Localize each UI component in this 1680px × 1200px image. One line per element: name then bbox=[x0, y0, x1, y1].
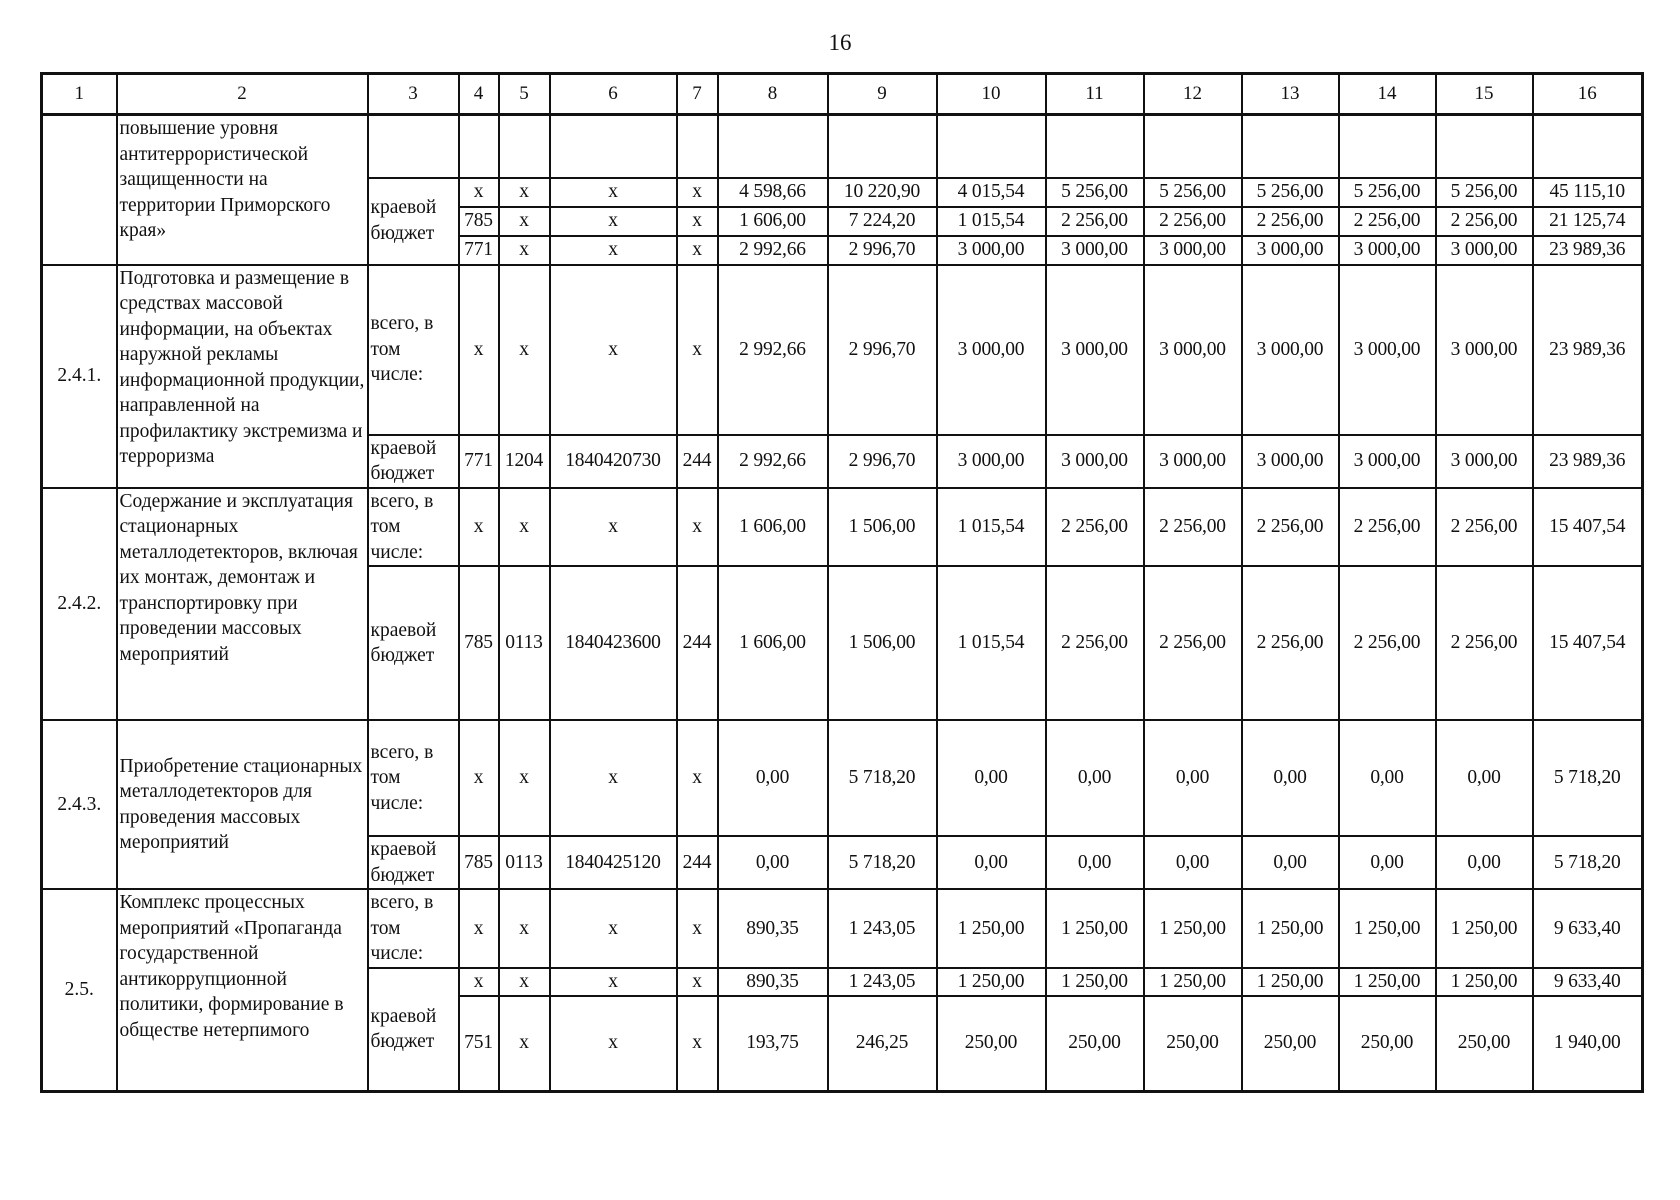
cell: 23 989,36 bbox=[1533, 236, 1643, 265]
cell: 3 000,00 bbox=[1242, 236, 1339, 265]
cell: 3 000,00 bbox=[1242, 435, 1339, 488]
cell: 2 256,00 bbox=[1436, 566, 1533, 720]
cell: 785 bbox=[459, 836, 499, 889]
cell: 1 015,54 bbox=[937, 566, 1046, 720]
cell: 5 256,00 bbox=[1046, 178, 1144, 207]
col-header: 5 bbox=[499, 74, 550, 115]
activity-description: Комплекс процессных мероприятий «Пропаганда государственной антикоррупционной политики, формирование в обществе нетерпимого bbox=[117, 889, 368, 1091]
cell: 4 015,54 bbox=[937, 178, 1046, 207]
cell: x bbox=[677, 178, 718, 207]
funding-source: всего, в том числе: bbox=[368, 889, 459, 968]
cell: 1 606,00 bbox=[718, 566, 828, 720]
cell: x bbox=[499, 488, 550, 567]
cell: x bbox=[459, 488, 499, 567]
cell: 2 256,00 bbox=[1242, 207, 1339, 236]
col-header: 3 bbox=[368, 74, 459, 115]
cell: 5 718,20 bbox=[1533, 836, 1643, 889]
cell: 2 256,00 bbox=[1144, 207, 1242, 236]
cell: 1 506,00 bbox=[828, 566, 937, 720]
empty-cell bbox=[1046, 115, 1144, 178]
cell: x bbox=[550, 178, 677, 207]
cell: 1 250,00 bbox=[1339, 889, 1436, 968]
cell: 2 992,66 bbox=[718, 435, 828, 488]
cell: 0,00 bbox=[1436, 836, 1533, 889]
cell: 21 125,74 bbox=[1533, 207, 1643, 236]
cell: 3 000,00 bbox=[1242, 265, 1339, 435]
empty-cell bbox=[1242, 115, 1339, 178]
cell: 5 718,20 bbox=[828, 720, 937, 836]
cell: 771 bbox=[459, 236, 499, 265]
cell: 2 256,00 bbox=[1242, 566, 1339, 720]
budget-table bbox=[40, 72, 1644, 1093]
col-header: 16 bbox=[1533, 74, 1643, 115]
cell: 751 bbox=[459, 996, 499, 1092]
cell: x bbox=[550, 968, 677, 996]
col-header: 15 bbox=[1436, 74, 1533, 115]
cell: 1 250,00 bbox=[1242, 968, 1339, 996]
cell: 5 256,00 bbox=[1436, 178, 1533, 207]
col-header: 14 bbox=[1339, 74, 1436, 115]
cell: 1 243,05 bbox=[828, 889, 937, 968]
cell: 0,00 bbox=[1339, 836, 1436, 889]
cell: 1 015,54 bbox=[937, 207, 1046, 236]
row-number: 2.4.3. bbox=[42, 720, 117, 889]
empty-cell bbox=[1339, 115, 1436, 178]
cell: 0,00 bbox=[1144, 836, 1242, 889]
cell: x bbox=[459, 265, 499, 435]
cell: 1 015,54 bbox=[937, 488, 1046, 567]
row-number: 2.4.2. bbox=[42, 488, 117, 721]
cell: 3 000,00 bbox=[937, 265, 1046, 435]
cell: 2 256,00 bbox=[1046, 566, 1144, 720]
cell: 0113 bbox=[499, 566, 550, 720]
empty-cell bbox=[828, 115, 937, 178]
col-header: 10 bbox=[937, 74, 1046, 115]
cell: 0,00 bbox=[1144, 720, 1242, 836]
cell: 1840420730 bbox=[550, 435, 677, 488]
cell: 4 598,66 bbox=[718, 178, 828, 207]
cell: x bbox=[550, 236, 677, 265]
cell: 193,75 bbox=[718, 996, 828, 1092]
cell: 1840423600 bbox=[550, 566, 677, 720]
cell: x bbox=[499, 996, 550, 1092]
cell: x bbox=[459, 889, 499, 968]
cell: 1840425120 bbox=[550, 836, 677, 889]
table-row bbox=[42, 488, 1643, 567]
cell: x bbox=[677, 996, 718, 1092]
cell: x bbox=[677, 265, 718, 435]
cell: 1 250,00 bbox=[937, 968, 1046, 996]
cell: 1 250,00 bbox=[1144, 968, 1242, 996]
cell: 1 940,00 bbox=[1533, 996, 1643, 1092]
cell: 45 115,10 bbox=[1533, 178, 1643, 207]
row-number: 2.5. bbox=[42, 889, 117, 1091]
cell: 3 000,00 bbox=[1046, 236, 1144, 265]
cell: 5 718,20 bbox=[828, 836, 937, 889]
cell: x bbox=[677, 488, 718, 567]
cell: 3 000,00 bbox=[1436, 265, 1533, 435]
cell: 2 256,00 bbox=[1339, 488, 1436, 567]
cell: 244 bbox=[677, 435, 718, 488]
cell: 15 407,54 bbox=[1533, 566, 1643, 720]
cell: 1 250,00 bbox=[1242, 889, 1339, 968]
cell: 250,00 bbox=[1242, 996, 1339, 1092]
cell: x bbox=[499, 889, 550, 968]
cell: 244 bbox=[677, 566, 718, 720]
col-header: 13 bbox=[1242, 74, 1339, 115]
empty-cell bbox=[718, 115, 828, 178]
cell: x bbox=[459, 178, 499, 207]
cell: 3 000,00 bbox=[1339, 265, 1436, 435]
cell: 0,00 bbox=[1046, 720, 1144, 836]
cell: 1 250,00 bbox=[1436, 889, 1533, 968]
cell: x bbox=[499, 265, 550, 435]
empty-cell bbox=[1533, 115, 1643, 178]
cell: 9 633,40 bbox=[1533, 968, 1643, 996]
cell: 2 256,00 bbox=[1339, 207, 1436, 236]
cell: 244 bbox=[677, 836, 718, 889]
cell: 785 bbox=[459, 207, 499, 236]
cell: 250,00 bbox=[1436, 996, 1533, 1092]
col-header: 2 bbox=[117, 74, 368, 115]
funding-source: всего, в том числе: bbox=[368, 488, 459, 567]
cell: 1 250,00 bbox=[937, 889, 1046, 968]
cell: 246,25 bbox=[828, 996, 937, 1092]
cell: x bbox=[459, 720, 499, 836]
cell: 3 000,00 bbox=[1339, 236, 1436, 265]
table-row bbox=[42, 265, 1643, 435]
page-number: 16 bbox=[828, 30, 852, 55]
funding-source: краевой бюджет bbox=[368, 836, 459, 889]
cell: x bbox=[677, 236, 718, 265]
empty-cell bbox=[459, 115, 499, 178]
empty-cell bbox=[1144, 115, 1242, 178]
header-row bbox=[42, 74, 1643, 115]
cell: 0,00 bbox=[937, 836, 1046, 889]
funding-source: краевой бюджет bbox=[368, 566, 459, 720]
activity-description: Содержание и эксплуатация стационарных металлодетекторов, включая их монтаж, демонтаж и транспортировку при проведении массовых мероприятий bbox=[117, 488, 368, 721]
cell: 1 250,00 bbox=[1046, 968, 1144, 996]
cell: 23 989,36 bbox=[1533, 435, 1643, 488]
cell: 2 256,00 bbox=[1242, 488, 1339, 567]
table-row bbox=[42, 889, 1643, 968]
cell: 3 000,00 bbox=[1144, 265, 1242, 435]
cell: 0,00 bbox=[718, 720, 828, 836]
cell: 3 000,00 bbox=[1339, 435, 1436, 488]
cell: 5 256,00 bbox=[1242, 178, 1339, 207]
cell: 15 407,54 bbox=[1533, 488, 1643, 567]
cell: 3 000,00 bbox=[1046, 435, 1144, 488]
cell: 9 633,40 bbox=[1533, 889, 1643, 968]
cell: x bbox=[499, 207, 550, 236]
cell: x bbox=[550, 488, 677, 567]
col-header: 6 bbox=[550, 74, 677, 115]
cell: 3 000,00 bbox=[937, 236, 1046, 265]
table-row bbox=[42, 720, 1643, 836]
cell: 2 256,00 bbox=[1144, 488, 1242, 567]
cell: 0,00 bbox=[1436, 720, 1533, 836]
cell: 2 996,70 bbox=[828, 236, 937, 265]
cell: x bbox=[677, 207, 718, 236]
cell: 5 256,00 bbox=[1144, 178, 1242, 207]
cell: 5 718,20 bbox=[1533, 720, 1643, 836]
cell: 2 996,70 bbox=[828, 435, 937, 488]
cell: x bbox=[499, 236, 550, 265]
cell: 0,00 bbox=[1339, 720, 1436, 836]
cell: x bbox=[499, 720, 550, 836]
cell: 2 992,66 bbox=[718, 236, 828, 265]
table-row bbox=[42, 115, 1643, 178]
cell: 1 250,00 bbox=[1144, 889, 1242, 968]
cell: 2 992,66 bbox=[718, 265, 828, 435]
empty-cell bbox=[368, 115, 459, 178]
cell: x bbox=[677, 968, 718, 996]
cell: x bbox=[550, 265, 677, 435]
cell: x bbox=[499, 968, 550, 996]
cell: 1 506,00 bbox=[828, 488, 937, 567]
activity-description: повышение уровня антитеррористической защищенности на территории Приморского края» bbox=[117, 115, 368, 265]
cell: 3 000,00 bbox=[937, 435, 1046, 488]
activity-description: Приобретение стационарных металлодетекторов для проведения массовых мероприятий bbox=[117, 720, 368, 889]
row-number: 2.4.1. bbox=[42, 265, 117, 488]
empty-cell bbox=[499, 115, 550, 178]
cell: 1 250,00 bbox=[1339, 968, 1436, 996]
cell: 3 000,00 bbox=[1144, 435, 1242, 488]
cell: x bbox=[550, 889, 677, 968]
cell: 0,00 bbox=[1046, 836, 1144, 889]
cell: x bbox=[550, 720, 677, 836]
cell: 785 bbox=[459, 566, 499, 720]
col-header: 12 bbox=[1144, 74, 1242, 115]
cell: 3 000,00 bbox=[1144, 236, 1242, 265]
cell: x bbox=[499, 178, 550, 207]
cell: 2 256,00 bbox=[1339, 566, 1436, 720]
cell: 10 220,90 bbox=[828, 178, 937, 207]
cell: 1 606,00 bbox=[718, 488, 828, 567]
cell: 2 256,00 bbox=[1436, 488, 1533, 567]
row-number-cell bbox=[42, 115, 117, 265]
cell: x bbox=[550, 996, 677, 1092]
cell: 0,00 bbox=[937, 720, 1046, 836]
cell: 1204 bbox=[499, 435, 550, 488]
funding-source: всего, в том числе: bbox=[368, 720, 459, 836]
cell: 3 000,00 bbox=[1436, 435, 1533, 488]
activity-description: Подготовка и размещение в средствах массовой информации, на объектах наружной рекламы информационной продукции, направленной на профилактику экстремизма и терроризма bbox=[117, 265, 368, 488]
cell: 250,00 bbox=[1046, 996, 1144, 1092]
col-header: 9 bbox=[828, 74, 937, 115]
funding-source: краевой бюджет bbox=[368, 968, 459, 1092]
cell: 250,00 bbox=[1144, 996, 1242, 1092]
cell: 1 250,00 bbox=[1046, 889, 1144, 968]
col-header: 7 bbox=[677, 74, 718, 115]
empty-cell bbox=[937, 115, 1046, 178]
cell: 1 606,00 bbox=[718, 207, 828, 236]
cell: 7 224,20 bbox=[828, 207, 937, 236]
cell: 771 bbox=[459, 435, 499, 488]
col-header: 4 bbox=[459, 74, 499, 115]
cell: 2 256,00 bbox=[1046, 488, 1144, 567]
cell: 2 256,00 bbox=[1144, 566, 1242, 720]
cell: 2 996,70 bbox=[828, 265, 937, 435]
cell: 0113 bbox=[499, 836, 550, 889]
cell: 5 256,00 bbox=[1339, 178, 1436, 207]
cell: 2 256,00 bbox=[1046, 207, 1144, 236]
cell: 0,00 bbox=[1242, 720, 1339, 836]
cell: 3 000,00 bbox=[1046, 265, 1144, 435]
cell: 0,00 bbox=[1242, 836, 1339, 889]
cell: x bbox=[677, 889, 718, 968]
cell: 3 000,00 bbox=[1436, 236, 1533, 265]
cell: 23 989,36 bbox=[1533, 265, 1643, 435]
funding-source: всего, в том числе: bbox=[368, 265, 459, 435]
col-header: 8 bbox=[718, 74, 828, 115]
cell: 250,00 bbox=[1339, 996, 1436, 1092]
cell: 890,35 bbox=[718, 968, 828, 996]
cell: x bbox=[677, 720, 718, 836]
cell: 2 256,00 bbox=[1436, 207, 1533, 236]
cell: x bbox=[550, 207, 677, 236]
empty-cell bbox=[550, 115, 677, 178]
cell: x bbox=[459, 968, 499, 996]
funding-source: краевой бюджет bbox=[368, 435, 459, 488]
funding-source: краевой бюджет bbox=[368, 178, 459, 265]
col-header: 11 bbox=[1046, 74, 1144, 115]
empty-cell bbox=[677, 115, 718, 178]
cell: 0,00 bbox=[718, 836, 828, 889]
cell: 1 243,05 bbox=[828, 968, 937, 996]
cell: 1 250,00 bbox=[1436, 968, 1533, 996]
empty-cell bbox=[1436, 115, 1533, 178]
cell: 250,00 bbox=[937, 996, 1046, 1092]
col-header: 1 bbox=[42, 74, 117, 115]
cell: 890,35 bbox=[718, 889, 828, 968]
